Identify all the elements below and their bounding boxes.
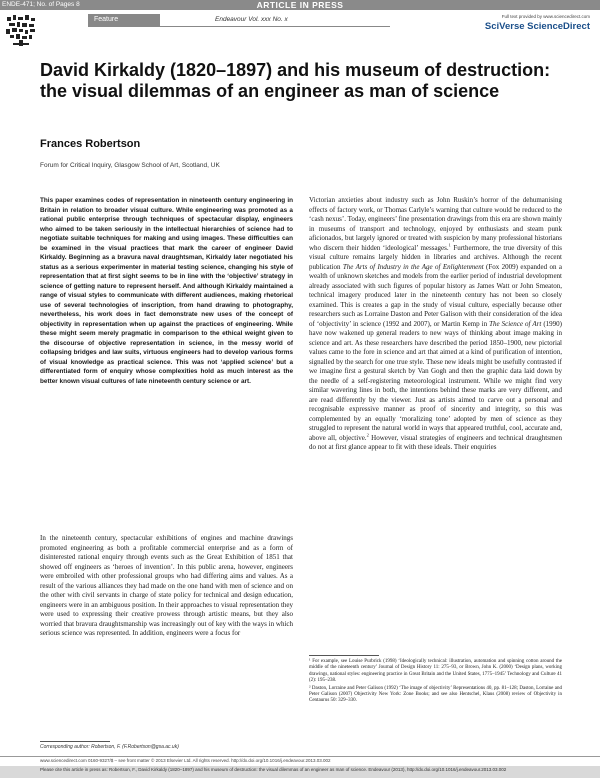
footer-rule xyxy=(0,756,600,757)
body-paragraph xyxy=(309,196,562,453)
body-span: Furthermore, the true diversity of this visual culture remains largely hidden in libraries and archives. Although the recent publication xyxy=(309,243,562,271)
footnote-rule xyxy=(309,655,379,656)
article-title: David Kirkaldy (1820–1897) and his museum of destruction: the visual dilemmas of an engineer as man of science xyxy=(40,60,551,101)
footnote: ¹ For example, see Louise Purbrick (1998) ‘Ideologically technical: illustration, automation and spinning cotton around the middle of the nineteenth century’ Journal of Design History 11: 275–93, or Brown, John K. (2000) ‘Design plans, working drawings, national styles: engineering practice in Great Britain and the United States, 1775–1945’ Technology and Culture 41 (2): 195–238. xyxy=(309,659,562,684)
book-title: The Science of Art xyxy=(489,319,542,328)
header-rule xyxy=(88,26,390,27)
body-paragraph: In the nineteenth century, spectacular exhibitions of engines and machine drawings promoted engineering as both a profitable commercial enterprise and as a form of disinterested rational enquiry through events such as the Great Exhibition of 1851 that showed off engineers as ‘heroes of invention’. In this public arena, however, engineers were embroiled with other professional groups who had differing aims and values. As a result of the various alliances they had made on the one hand with men of science and on the other with civil servants in charge of state policy for technical and design education, engineers were in an ambiguous position. In their approaches to visual representation they were used to expressing their creative prowess through artistic means, but they also worried that bravura draughtsmanship was increasingly out of key with the ways in which serious science was represented. In addition, engineers were a focus for xyxy=(40,534,293,637)
footnote-ref[interactable]: 1 xyxy=(448,242,451,248)
section-tab: Feature xyxy=(88,14,160,26)
elsevier-logo-icon xyxy=(4,13,38,47)
corresponding-author[interactable]: Corresponding author: Robertson, F. (F.Robertson@gsa.ac.uk) xyxy=(40,744,179,750)
author-affiliation: Forum for Critical Inquiry, Glasgow School of Art, Scotland, UK xyxy=(40,162,220,169)
author-name: Frances Robertson xyxy=(40,138,141,150)
book-title: The Arts of Industry in the Age of Enlightenment xyxy=(342,262,484,271)
footnote-ref[interactable]: 2 xyxy=(366,432,369,438)
publisher-brand: SciVerse ScienceDirect xyxy=(484,21,590,32)
body-text-right xyxy=(309,196,562,453)
abstract: This paper examines codes of representation in nineteenth century engineering in Britain in relation to broader visual culture. While engineering was promoted as a rational public enterprise through techniques of spectacular display, engineers who aimed to be taken seriously in the intellectual hierarchies of science had to negotiate suitable techniques for making and using images. These difficulties can be examined in the visual practices that mark the career of engineer David Kirkaldy. Beginning as a bravura naval draughtsman, Kirkaldy later negotiated his status as a serious experimenter in material testing science, changing his style of representation that at first sight seems to be in line with the ‘objective’ strategy in science of getting nature to represent herself. And although Kirkaldy maintained a range of visual styles to communicate with different audiences, making rhetorical use of several technologies of inscription, from hand drawing to photography, nevertheless, his work does in fact demonstrate new uses of the concept of objectivity in representation when up against the practices of engineering. While these might seem merely pragmatic in comparison to the ethical weight given to the discourse of objective representation in science, in the messy world of collapsing bridges and law suits, virtuous engineers had to develop various forms of visual knowledge as practical science. This was not ‘applied science’ but a differentiated form of enquiry whose complexities hold as much interest as the better known visual cultures of late nineteenth century science or art. xyxy=(40,197,293,385)
citation-text[interactable]: Please cite this article in press as: Robertson, F., David Kirkaldy (1820–1897) and his museum of destruction: the visual dilemmas of an engineer as man of science. Endeavour (2013), http://dx.doi.org/10.1016/j.endeavour.2013.03.002 xyxy=(40,767,507,772)
corresponding-rule xyxy=(40,741,110,742)
publisher-line: www.sciencedirect.com 0160-9327/$ – see front matter © 2013 Elsevier Ltd. All rights reserved. http://dx.doi.org/10.1016/j.endeavour.2013.03.002 xyxy=(40,758,331,763)
footnote: ² Daston, Lorraine and Peter Galison (1992) ‘The image of objectivity’ Representations 40, pp. 81–128; Daston, Lorraine and Peter Galison (2007) Objectivity New York: Zone Books; and see also Hentschel, Klaus (2008) review of Objectivity in Centaurus 50: 329–330. xyxy=(309,685,562,704)
body-span: (Fox 2009) expanded on a wealth of unknown sketches and models from the earlier period of industrial development already associated with such figures of popular history as James Watt or John Smeaton, technical imagery produced later in the nineteenth century has not been so closely examined. This is creates a gap in the study of visual culture, especially because other researchers such as Lorraine Daston and Peter Galison with their consideration of the idea of ‘objectivity’ in science (1992 and 2007), or Martin Kemp in xyxy=(309,262,563,328)
journal-line: Endeavour Vol. xxx No. x xyxy=(215,16,288,23)
banner-label: ARTICLE IN PRESS xyxy=(256,0,344,10)
article-code: ENDE-471; No. of Pages 8 xyxy=(2,1,80,8)
fulltext-note: Full text provided by www.sciencedirect.com xyxy=(501,14,590,19)
footnotes xyxy=(309,659,562,706)
body-span: However, visual strategies of engineers and technical draughtsmen do not at first glance appear to fit with these ideals. Their enquiries xyxy=(309,433,562,451)
body-span: (1990) have now wakened up general readers to new ways of thinking about image making in science and art. As these researchers have described the period 1850–1900, new pictorial values came to the fore in science and art that aimed at a kind of purification of intention, signalled by the search for one true style. These new ideals might be usefully contrasted if we imagine first a gestural sketch by Van Gogh and then the graphic data laid down by the needle of a self-registering meteorological instrument. While we might find very similar wavering lines in both, the intentions behind these marks are very different, and are read differently by the viewer. Just as artists aimed to carve out a personal and recognisable expressive manner as proof of sincerity and integrity, so this was complemented by an equally ‘moralizing tone’ adopted by men of science as they struggled to represent the natural world in ways that appeared truthful, cool, accurate and, above all, objective. xyxy=(309,319,562,442)
body-text-left xyxy=(40,534,293,639)
body-span: Victorian anxieties about industry such as John Ruskin’s horror of the dehumanising effects of factory work, or Thomas Carlyle’s warning that culture would be reduced to the ‘cash nexus’. Today, engineers’ fine presentation drawings from this era are shown mainly in museums of transport and technology, enjoyed by enthusiasts and steam punk aficionados, but largely ignored or treated with suspicion by many professional historians who discern their hidden ‘ideological’ messages. xyxy=(309,196,562,252)
